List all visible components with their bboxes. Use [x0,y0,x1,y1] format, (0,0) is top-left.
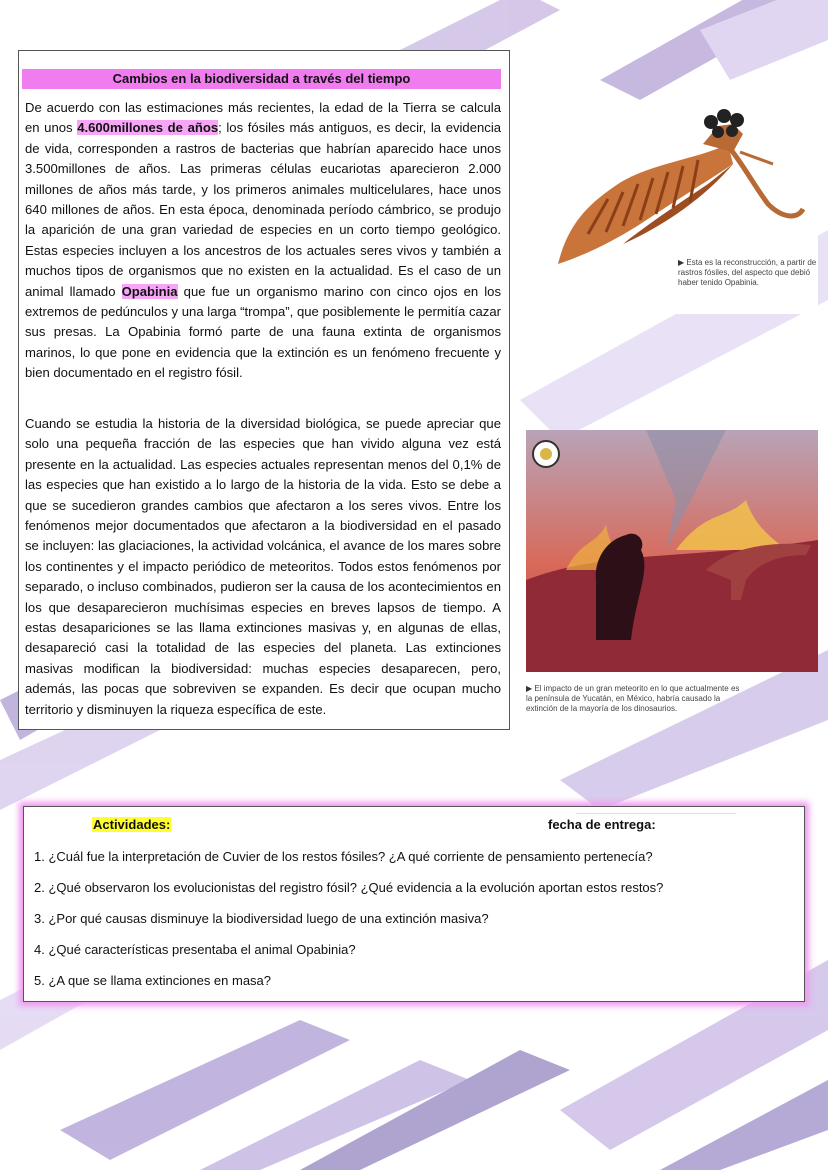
question-4: 4. ¿Qué características presentaba el animal Opabinia? [34,942,356,957]
main-text-box [18,50,510,730]
figure-1-caption-text: Esta es la reconstrucción, a partir de rastros fósiles, del aspecto que debió haber tenido Opabinia. [678,258,817,287]
meteor-impact-illustration [526,430,818,672]
question-1: 1. ¿Cuál fue la interpretación de Cuvier de los restos fósiles? ¿A qué corriente de pensamiento pertenecía? [34,849,653,864]
highlight-opabinia: Opabinia [121,283,178,299]
question-2: 2. ¿Qué observaron los evolucionistas del registro fósil? ¿Qué evidencia a la evolución aportan estos restos? [34,880,664,895]
page-title: Cambios en la biodiversidad a través del tiempo [22,69,501,89]
figure-2-caption [526,684,746,714]
question-5: 5. ¿A que se llama extinciones en masa? [34,973,272,988]
highlight-earth-age: 4.600millones de años [77,120,219,136]
paragraph-1-text-b: ; los fósiles más antiguos, es decir, la evidencia de vida, corresponden a rastros de bacterias que habrían aparecido hace unos 3.500millones de años. Las primeras células eucariotas aparecieron 2.000 millones de años más tarde, y los primeros animales multicelulares, hace unos 640 millones de años. En esta época, denominada período cámbrico, se produjo la aparición de una gran variedad de especies en un corto tiempo geológico. Estas especies incluyen a los ancestros de los actuales seres vivos y también a muchos tipos de organismos que no existen en la actualidad. Es el caso de un animal llamado [25,120,502,299]
caption-triangle-icon: ▶ [526,684,533,693]
figure-2-caption-text: El impacto de un gran meteorito en lo que actualmente es la península de Yucatán, en México, habría causado la extinción de la mayoría de los dinosaurios. [526,684,740,713]
paragraph-1-text-a: De acuerdo con las estimaciones más recientes, la edad de la Tierra se calcula en unos [25,100,501,136]
due-date-label: fecha de entrega: [548,817,656,832]
paragraph-1-text-c: que fue un organismo marino con cinco ojos en los extremos de pedúnculos y una larga “trompa”, que posiblemente le permitía cazar sus presas. La Opabinia formó parte de una fauna extinta de organismos marinos, lo que pone en evidencia que la extinción es un fenómeno frecuente y bien documentado en el registro fósil. [25,283,502,381]
date-underline [576,813,736,814]
meteor-impact-drawing [526,430,818,672]
activities-box [23,806,805,1002]
paragraph-2: Cuando se estudia la historia de la diversidad biológica, se puede apreciar que solo una pequeña fracción de las especies que han vivido alguna vez está presente en la actualidad. Las especies actuales representan menos del 0,1% de las especies que han existido a lo largo de la historia de la vida. Esto se debe a que se sucedieron grandes cambios que afectaron a los seres vivos. Entre los fenómenos mejor documentados que afectaron a la biodiversidad en el pasado se incluyen: las glaciaciones, la actividad volcánica, el avance de los mares sobre los continentes y el impacto periódico de meteoritos. Todos estos fenómenos por separado, o incluso combinados, pudieron ser la causa de los acontecimientos en los que desaparecieron muchísimas especies en breves lapsos de tiempo. A estas desapariciones se las llama extinciones masivas y, en algunas de ellas, desapareció casi la totalidad de las especies del planeta. Las extinciones masivas modifican la biodiversidad: muchas especies desaparecen, pero, además, las pocas que sobreviven se expanden. Es decir que ocupan mucho territorio y disminuyen la riqueza específica de este. [25,416,501,717]
question-3: 3. ¿Por qué causas disminuye la biodiversidad luego de una extinción masiva? [34,911,489,926]
paragraph-1 [25,98,501,384]
figure-1-caption [678,258,818,288]
activities-title: Actividades: [93,817,171,832]
caption-triangle-icon: ▶ [678,258,685,267]
